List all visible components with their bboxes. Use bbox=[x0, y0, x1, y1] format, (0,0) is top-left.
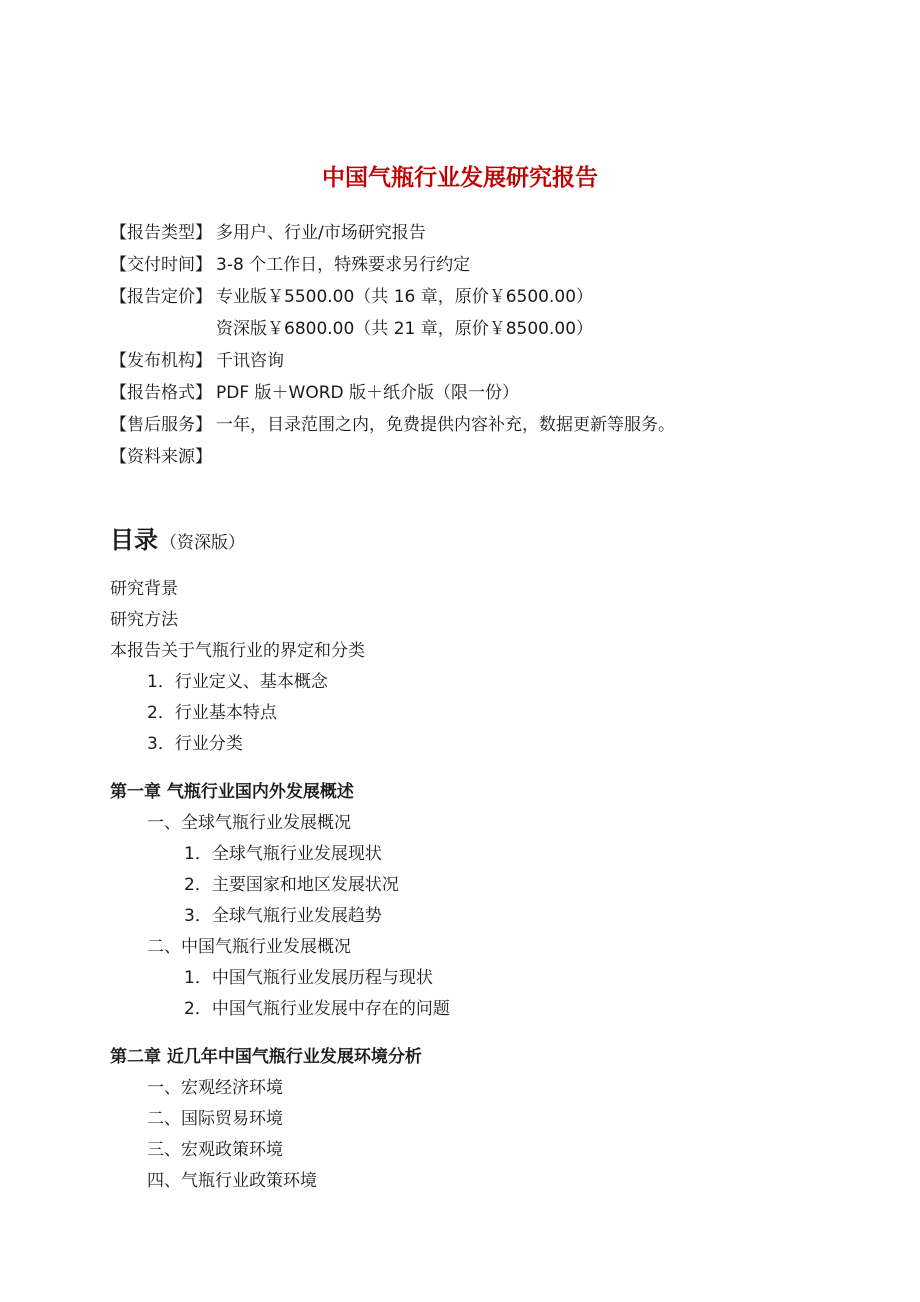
meta-label: 【交付时间】 bbox=[110, 254, 212, 275]
meta-label: 【发布机构】 bbox=[110, 350, 212, 371]
toc-section: 一、全球气瓶行业发展概况 bbox=[147, 813, 351, 833]
report-meta bbox=[110, 214, 675, 470]
toc-section: 四、气瓶行业政策环境 bbox=[147, 1171, 317, 1191]
toc-chapter-1: 第一章 气瓶行业国内外发展概述 bbox=[110, 782, 354, 802]
toc-subitem: 3．行业分类 bbox=[147, 734, 243, 754]
toc-section: 二、中国气瓶行业发展概况 bbox=[147, 937, 351, 957]
table-of-contents bbox=[110, 574, 870, 1197]
meta-label: 【报告定价】 bbox=[110, 286, 212, 307]
meta-price-extra bbox=[110, 310, 675, 342]
toc-item: 研究背景 bbox=[110, 579, 178, 599]
toc-subitem: 2．行业基本特点 bbox=[147, 703, 277, 723]
meta-delivery-time bbox=[110, 246, 675, 278]
toc-section: 三、宏观政策环境 bbox=[147, 1140, 283, 1160]
toc-item: 研究方法 bbox=[110, 610, 178, 630]
meta-label: 【售后服务】 bbox=[110, 414, 212, 435]
toc-title: 目录 bbox=[110, 526, 158, 554]
toc-subitem: 1．行业定义、基本概念 bbox=[147, 672, 328, 692]
meta-value: 3-8 个工作日，特殊要求另行约定 bbox=[216, 254, 471, 275]
toc-item: 本报告关于气瓶行业的界定和分类 bbox=[110, 641, 365, 661]
toc-edition: （资深版） bbox=[160, 533, 245, 553]
meta-price bbox=[110, 278, 675, 310]
meta-value: 专业版￥5500.00（共 16 章，原价￥6500.00） bbox=[216, 286, 594, 307]
meta-report-type bbox=[110, 214, 675, 246]
meta-source bbox=[110, 438, 675, 470]
toc-subitem: 3．全球气瓶行业发展趋势 bbox=[184, 906, 382, 926]
meta-value: PDF 版＋WORD 版＋纸介版（限一份） bbox=[216, 382, 520, 403]
toc-section: 二、国际贸易环境 bbox=[147, 1109, 283, 1129]
toc-subitem: 2．主要国家和地区发展状况 bbox=[184, 875, 399, 895]
toc-subitem: 1．全球气瓶行业发展现状 bbox=[184, 844, 382, 864]
meta-value: 千讯咨询 bbox=[216, 350, 284, 371]
toc-heading bbox=[110, 520, 245, 555]
meta-label: 【报告格式】 bbox=[110, 382, 212, 403]
report-title: 中国气瓶行业发展研究报告 bbox=[322, 165, 598, 191]
meta-label: 【报告类型】 bbox=[110, 222, 212, 243]
toc-subitem: 2．中国气瓶行业发展中存在的问题 bbox=[184, 999, 450, 1019]
meta-value: 资深版￥6800.00（共 21 章，原价￥8500.00） bbox=[216, 318, 594, 339]
meta-format bbox=[110, 374, 675, 406]
meta-after-sales bbox=[110, 406, 675, 438]
toc-chapter-2: 第二章 近几年中国气瓶行业发展环境分析 bbox=[110, 1047, 422, 1067]
toc-subitem: 1．中国气瓶行业发展历程与现状 bbox=[184, 968, 433, 988]
meta-value: 一年，目录范围之内，免费提供内容补充，数据更新等服务。 bbox=[216, 414, 675, 435]
toc-section: 一、宏观经济环境 bbox=[147, 1078, 283, 1098]
meta-value: 多用户、行业/市场研究报告 bbox=[216, 222, 426, 243]
meta-label: 【资料来源】 bbox=[110, 446, 212, 467]
meta-publisher bbox=[110, 342, 675, 374]
